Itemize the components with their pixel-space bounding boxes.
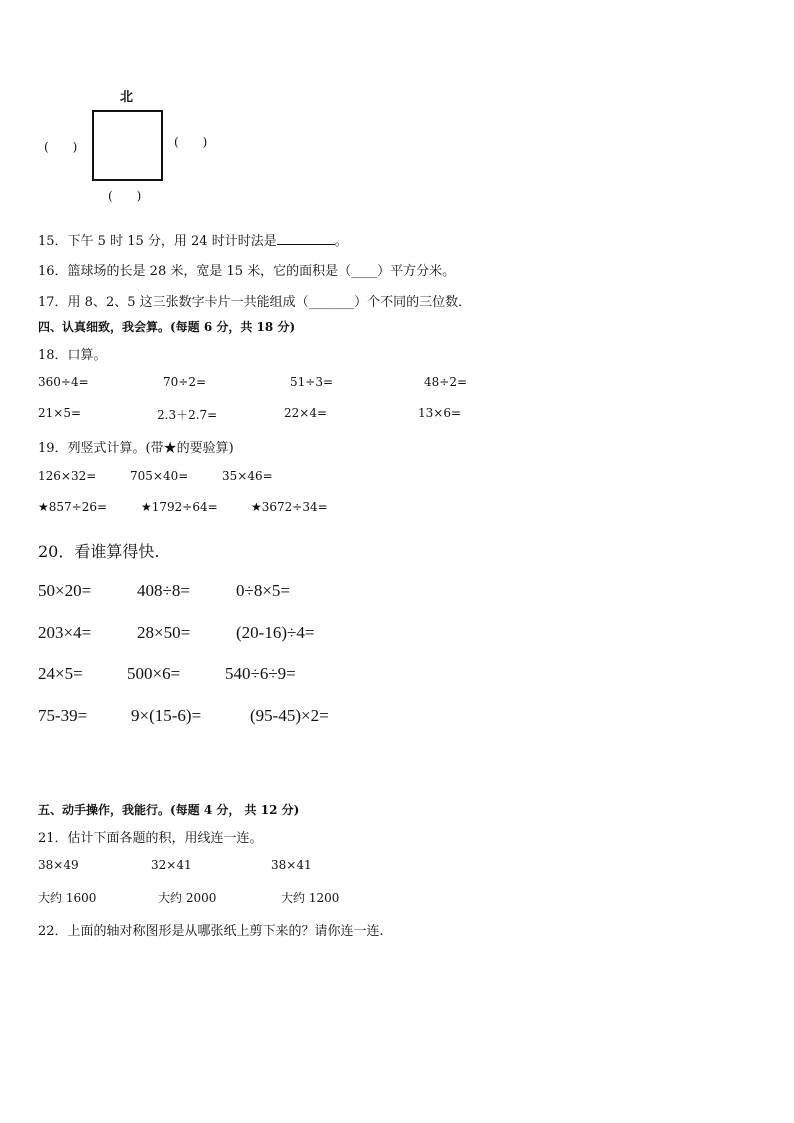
question-21-label: 21．估计下面各题的积，用线连一连。: [38, 831, 263, 846]
question-16: 16．篮球场的长是 28 米，宽是 15 米，它的面积是（____）平方分米。: [38, 264, 456, 279]
q20-item: (95-45)×2=: [250, 706, 329, 725]
q21-estimate[interactable]: 大约 1600: [38, 891, 97, 905]
question-19-label: 19．列竖式计算。(带★的要验算): [38, 441, 234, 456]
q18-item: 48÷2=: [424, 375, 468, 389]
q20-item: 50×20=: [38, 581, 92, 600]
q18-item: 360÷4=: [38, 375, 89, 389]
q19-item: 35×46=: [222, 469, 273, 483]
q18-item: 2.3＋2.7=: [157, 408, 218, 422]
south-blank[interactable]: ( ): [108, 189, 142, 203]
q20-item: 408÷8=: [137, 581, 190, 600]
q21-estimate[interactable]: 大约 2000: [158, 891, 217, 905]
q19-item: ★3672÷34=: [251, 500, 328, 514]
q18-item: 13×6=: [418, 406, 462, 420]
q20-item: 75-39=: [38, 706, 88, 725]
q21-estimate[interactable]: 大约 1200: [281, 891, 340, 905]
q21-product[interactable]: 38×41: [271, 858, 312, 872]
question-22: 22．上面的轴对称图形是从哪张纸上剪下来的？请你连一连.: [38, 924, 384, 939]
east-blank[interactable]: ( ): [174, 135, 208, 149]
q19-item: 705×40=: [130, 469, 189, 483]
question-15-text: 15．下午 5 时 15 分，用 24 时计时法是: [38, 234, 277, 249]
q18-item: 21×5=: [38, 406, 82, 420]
q18-item: 51÷3=: [290, 375, 334, 389]
q19-item: ★857÷26=: [38, 500, 108, 514]
north-label: 北: [120, 90, 134, 105]
question-20-label: 20．看谁算得快.: [38, 542, 160, 561]
section-4-heading: 四、认真细致，我会算。(每题 6 分，共 18 分): [38, 320, 296, 334]
compass-square: [92, 110, 163, 181]
section-5-heading: 五、动手操作，我能行。(每题 4 分， 共 12 分): [38, 803, 300, 817]
q20-item: 0÷8×5=: [236, 581, 291, 600]
q20-item: 24×5=: [38, 664, 83, 683]
q21-product[interactable]: 32×41: [151, 858, 192, 872]
q21-product[interactable]: 38×49: [38, 858, 79, 872]
question-15-answer-blank[interactable]: [277, 232, 335, 245]
question-17: 17．用 8、2、5 这三张数字卡片一共能组成（_______）个不同的三位数．: [38, 295, 472, 310]
question-18-label: 18．口算。: [38, 348, 107, 363]
question-15: [38, 230, 348, 249]
q20-item: 540÷6÷9=: [225, 664, 296, 683]
west-blank[interactable]: ( ): [44, 140, 78, 154]
q18-item: 22×4=: [284, 406, 328, 420]
q20-item: 28×50=: [137, 623, 191, 642]
q19-item: ★1792÷64=: [141, 500, 218, 514]
q18-item: 70÷2=: [163, 375, 207, 389]
q20-item: 500×6=: [127, 664, 181, 683]
q20-item: (20-16)÷4=: [236, 623, 315, 642]
q20-item: 203×4=: [38, 623, 92, 642]
q20-item: 9×(15-6)=: [131, 706, 202, 725]
q19-item: 126×32=: [38, 469, 97, 483]
question-15-end: 。: [334, 234, 348, 249]
